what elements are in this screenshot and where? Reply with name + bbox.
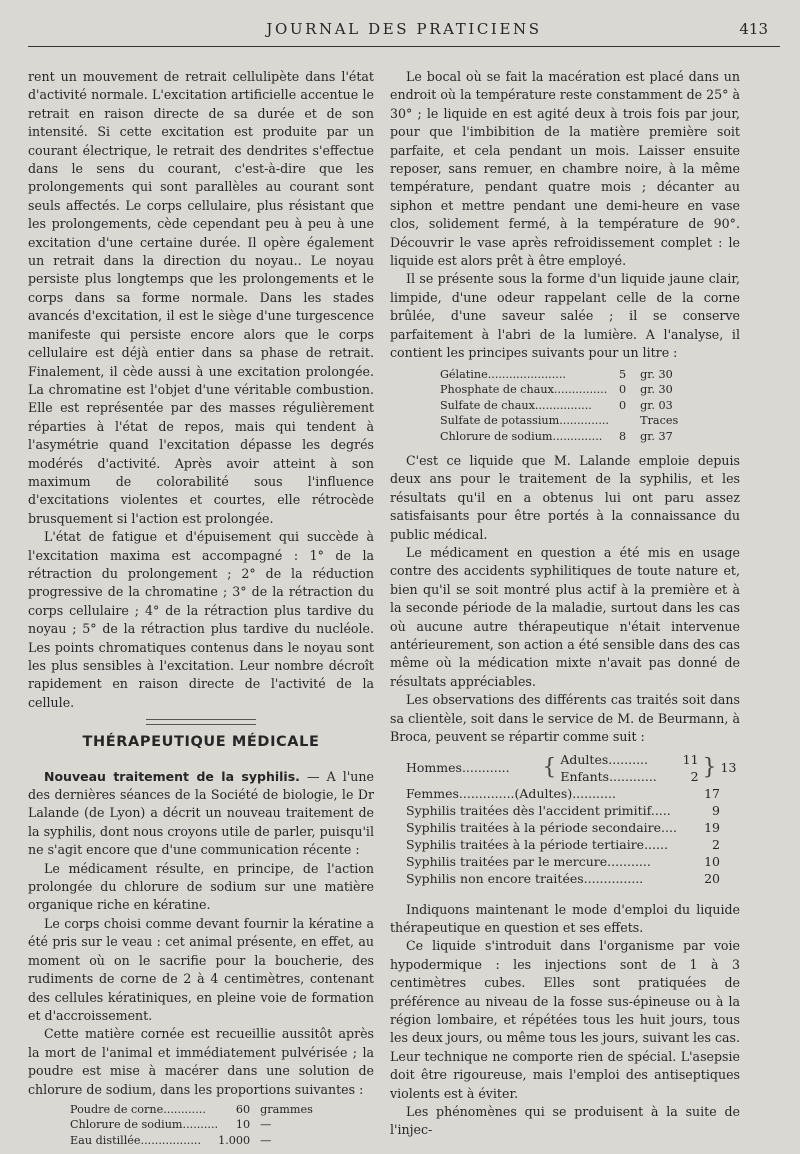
stat-row <box>406 785 740 802</box>
paragraph: L'état de fatigue et d'épuisement qui succède à l'excitation maxima est accompagné : 1° de la rétraction du prolongement ; 2° de la réduction progressive de la chromatine ; 3° de la rétraction du corps cellulaire ; 4° de la rétraction plus tardive du noyau ; 5° de la rétraction plus tardive du nucléole. Les points chromatiques contenus dans le noyau sont les plus sensibles à l'excitation. Leur nombre décroît rapidement en raison directe de l'activité de la cellule. <box>28 529 374 710</box>
right-column <box>390 68 740 1140</box>
stat-label: Femmes..............(Adultes)........... <box>406 785 616 801</box>
stat-label: Syphilis traitées à la période secondaire.... <box>406 819 677 835</box>
paragraph: rent un mouvement de retrait cellulipète dans l'état d'activité normale. L'excitation artificielle accentue le retrait en raison directe de sa durée et de son intensité. Si cette excitation est produite par un courant électrique, le retrait des dendrites s'effectue dans le sens du courant, c'est-à-dire que les prolongements qui sont parallèles au courant sont seuls affectés. Le corps cellulaire, plus résistant que les prolongements, cède cependant peu à peu à une excitation d'une certaine durée. Il opère également un retrait dans la direction du noyau.. Le noyau persiste plus longtemps que les prolongements et le corps dans sa forme normale. Dans les stades avancés d'excitation, il est le siège d'une turgescence manifeste qui persiste encore alors que le corps cellulaire est déjà entier dans sa phase de retrait. Finalement, il cède aussi à une excitation prolongée. La chromatine est l'objet d'une véritable combustion. Elle est représentée par des masses régulièrement réparties à l'état de repos, mais qui tendent à l'asymétrie quand l'excitation dépasse les degrés modérés d'activité. Après avoir atteint à son maximum de colorabilité sous l'influence d'excitations violentes et courtes, elle rétrocède brusquement si l'action est prolongée. <box>28 69 374 526</box>
table-row <box>70 1133 313 1149</box>
stat-label: Syphilis traitées par le mercure........... <box>406 853 651 869</box>
stat-row <box>406 870 740 887</box>
stat-row <box>406 853 740 870</box>
table-row <box>440 367 678 383</box>
ingredient-unit: — <box>260 1133 272 1147</box>
paragraph: Il se présente sous la forme d'un liquide jaune clair, limpide, d'une odeur rappelant celle de la corne brûlée, d'une saveur salée ; il se conserve parfaitement à l'abri de la lumière. A l'analyse, il contient les principes suivants pour un litre : <box>390 271 740 361</box>
component-value: 0 <box>619 383 627 396</box>
component-name: Sulfate de potassium.............. <box>440 414 609 427</box>
analysis-table <box>440 367 678 445</box>
stat-count: 17 <box>704 785 720 801</box>
table-row <box>440 429 678 445</box>
paragraph: Le médicament résulte, en principe, de l'action prolongée du chlorure de sodium sur une matière organique riche en kératine. <box>28 860 374 913</box>
stat-count: 20 <box>704 870 720 886</box>
paragraph: C'est ce liquide que M. Lalande emploie depuis deux ans pour le traitement de la syphilis, et les résultats qu'il en a obtenus lui ont paru assez satisfaisants pour être portés à la connaissance du public médical. <box>390 453 740 542</box>
paragraph: Ce liquide s'introduit dans l'organisme par voie hypodermique : les injections sont de 1 à 3 centimètres cubes. Elles sont pratiquées de préférence au niveau de la fosse sus-épineuse ou à la région lombaire, et répétées tous les huit jours, tous les deux jours, ou même tous les jours, suivant les cas. Leur technique ne comporte rien de spécial. L'asepsie doit être rigoureuse, mais l'emploi des antiseptiques violents est à éviter. <box>390 938 740 1101</box>
ingredient-name: Chlorure de sodium.......... <box>70 1118 219 1132</box>
component-unit: gr. 30 <box>640 367 673 381</box>
component-value: 0 <box>619 398 627 412</box>
component-name: Chlorure de sodium.............. <box>440 429 603 443</box>
left-column <box>28 68 374 1154</box>
component-value: 8 <box>619 429 627 443</box>
hommes-total: 13 <box>720 760 737 775</box>
case-statistics <box>406 751 740 887</box>
component-value <box>609 413 626 429</box>
ingredient-name: Poudre de corne............ <box>70 1102 206 1116</box>
stat-row <box>406 836 740 853</box>
component-name: Phosphate de chaux............... <box>440 383 608 396</box>
component-unit: Traces <box>640 414 679 427</box>
hommes-group <box>406 751 740 785</box>
stat-count: 2 <box>712 836 720 852</box>
stat-count: 10 <box>704 853 720 869</box>
component-unit: gr. 37 <box>640 429 673 443</box>
section-title: THÉRAPEUTIQUE MÉDICALE <box>82 734 320 751</box>
recipe-table <box>70 1102 313 1149</box>
ingredient-name: Eau distillée................. <box>70 1133 202 1147</box>
stat-row <box>406 819 740 836</box>
running-header <box>28 20 780 47</box>
paragraph: Le médicament en question a été mis en usage contre des accidents syphilitiques de toute nature et, bien qu'il se soit montré plus actif à la première et à la seconde période de la maladie, surtout dans les cas où aucune autre thérapeutique n'était intervenue antérieurement, son action a été sensible dans des cas même où la médication mixte n'avait pas donné de résultats appréciables. <box>390 545 740 689</box>
stat-row <box>406 802 740 819</box>
subgroup-count: 2 <box>690 768 699 784</box>
stat-count: 19 <box>704 819 720 835</box>
paragraph: Les observations des différents cas traités soit dans sa clientèle, soit dans le service de M. de Beurmann, à Broca, peuvent se répartir comme suit : <box>390 692 740 745</box>
subgroup-count: 11 <box>682 751 699 767</box>
ingredient-value: 10 <box>235 1118 251 1132</box>
ingredient-unit: grammes <box>260 1102 313 1116</box>
hommes-subgroups <box>560 751 698 785</box>
component-unit: gr. 30 <box>640 383 673 396</box>
hommes-label: Hommes............ <box>406 760 510 775</box>
paragraph: Le corps choisi comme devant fournir la kératine a été pris sur le veau : cet animal présente, en effet, au moment où on le sacrifie pour la boucherie, des rudiments de corne de 2 à 4 centimètres, contenant des cellules kératiniques, en pleine voie de formation et d'accroissement. <box>28 915 374 1023</box>
table-row <box>70 1117 313 1133</box>
paragraph: Cette matière cornée est recueillie aussitôt après la mort de l'animal et immédiatement pulvérisée ; la poudre est mise à macérer dans une solution de chlorure de sodium, dans les proportions suivantes : <box>28 1026 374 1097</box>
subgroup-row <box>560 751 698 768</box>
stat-count: 9 <box>712 802 720 818</box>
stat-label: Syphilis traitées dès l'accident primitif..... <box>406 802 671 818</box>
ingredient-value: 1.000 <box>218 1133 251 1147</box>
paragraph: Les phénomènes qui se produisent à la suite de l'injec- <box>390 1103 740 1138</box>
journal-title: JOURNAL DES PRATICIENS <box>266 20 542 38</box>
table-row <box>70 1102 313 1118</box>
stat-label: Syphilis non encore traitées............... <box>406 870 644 886</box>
page-number: 413 <box>739 20 768 38</box>
brace-close: } <box>702 755 717 780</box>
stat-label: Syphilis traitées à la période tertiaire...... <box>406 836 668 852</box>
component-value: 5 <box>619 367 627 381</box>
table-row <box>440 413 678 429</box>
article-runin-title: Nouveau traitement de la syphilis. <box>44 768 300 784</box>
subgroup-label: Enfants............ <box>560 768 657 784</box>
ingredient-unit: — <box>260 1118 272 1132</box>
paragraph: Le bocal où se fait la macération est placé dans un endroit où la température reste constamment de 25° à 30° ; le liquide en est agité deux à trois fois par jour, pour que l'imbibition de la matière première soit parfaite, et cela pendant un mois. Laisser ensuite reposer, sans remuer, en chambre noire, à la même température, pendant quatre mois ; décanter au siphon et mettre pendant une demi-heure en vase clos, solidement fermé, à la température de 90°. Découvrir le vase après refroidissement complet : le liquide est alors prêt à être employé. <box>390 69 740 269</box>
paragraph: Indiquons maintenant le mode d'emploi du liquide thérapeutique en question et ses effets. <box>390 901 740 935</box>
component-unit: gr. 03 <box>640 398 673 412</box>
paragraph-text: — A l'une des dernières séances de la Société de biologie, le Dr Lalande (de Lyon) a décrit un nouveau traitement de la syphilis, dont nous croyons utile de parler, puisqu'il ne s'agit encore que d'une communication récente : <box>28 768 374 858</box>
component-name: Gélatine...................... <box>440 367 566 381</box>
subgroup-label: Adultes.......... <box>560 751 648 767</box>
subgroup-row <box>560 768 698 785</box>
section-divider <box>146 719 256 725</box>
table-row <box>440 398 678 414</box>
brace-open: { <box>542 755 557 780</box>
table-row <box>440 382 678 398</box>
ingredient-value: 60 <box>235 1102 251 1116</box>
paragraph <box>28 768 374 860</box>
component-name: Sulfate de chaux................ <box>440 398 592 412</box>
